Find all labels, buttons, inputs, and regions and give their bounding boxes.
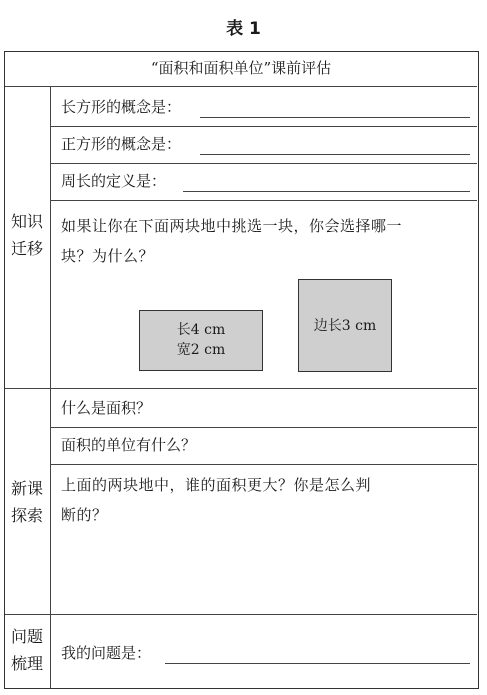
paragraph-line: 断的？ <box>61 506 108 524</box>
section-divider <box>5 614 477 615</box>
section-label-line: 新课 <box>10 479 43 498</box>
row-divider <box>50 163 477 164</box>
my-question-answer-line[interactable] <box>165 663 470 664</box>
perimeter-definition-answer-line[interactable] <box>183 191 470 192</box>
label-column-divider <box>50 86 51 688</box>
rectangle-concept-answer-line[interactable] <box>200 117 470 118</box>
area-units-question: 面积的单位有什么？ <box>61 436 197 454</box>
section-label-new-lesson <box>7 475 47 529</box>
section-label-line: 问题 <box>10 627 43 646</box>
row-divider <box>50 464 477 465</box>
row-divider <box>50 126 477 127</box>
row-divider <box>50 427 477 428</box>
assessment-table <box>4 51 479 689</box>
choice-question <box>61 211 476 271</box>
section-divider <box>5 388 477 389</box>
square-plot-figure <box>298 279 392 372</box>
section-label-line: 迁移 <box>10 239 43 258</box>
paragraph-line: 如果让你在下面两块地中挑选一块，你会选择哪一 <box>61 217 403 235</box>
rectangle-width-label: 宽2 cm <box>176 342 226 358</box>
square-concept-prompt: 正方形的概念是： <box>61 135 182 153</box>
paragraph-line: 块？为什么？ <box>61 247 155 265</box>
paragraph-line: 上面的两块地中，谁的面积更大？你是怎么判 <box>61 476 372 494</box>
table-caption: 表 1 <box>226 19 261 39</box>
section-label-transfer <box>7 208 47 262</box>
section-label-line: 梳理 <box>10 654 43 673</box>
row-divider <box>5 86 477 87</box>
perimeter-definition-prompt: 周长的定义是： <box>61 172 167 190</box>
rectangle-concept-prompt: 长方形的概念是： <box>61 98 182 116</box>
row-divider <box>50 200 477 201</box>
section-label-questions <box>7 623 47 677</box>
table-title: “面积和面积单位”课前评估 <box>150 59 332 77</box>
section-label-line: 探索 <box>10 506 43 525</box>
area-question: 什么是面积？ <box>61 399 152 417</box>
my-question-prompt: 我的问题是： <box>61 644 152 662</box>
section-label-line: 知识 <box>10 212 43 231</box>
square-concept-answer-line[interactable] <box>200 154 470 155</box>
rectangle-plot-figure <box>139 310 263 371</box>
square-side-label: 边长3 cm <box>313 318 377 334</box>
compare-question <box>61 470 476 530</box>
rectangle-length-label: 长4 cm <box>176 322 226 338</box>
